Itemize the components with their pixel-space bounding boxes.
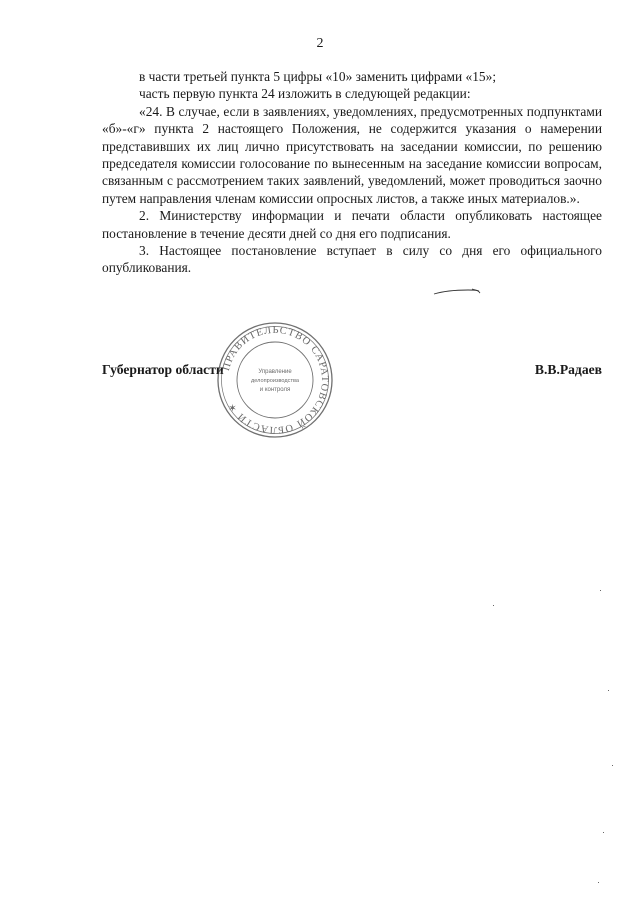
scan-speck <box>493 605 494 606</box>
scan-speck <box>600 590 601 591</box>
svg-text:делопроизводства: делопроизводства <box>250 378 300 384</box>
amendment-paragraph-3: «24. В случае, если в заявлениях, уведомлениях, предусмотренных подпунктами «б»-«г» пункта 2 настоящего Положения, не содержится указания о намерении представивших их лиц лично присутствовать на заседании комиссии, по решению председателя комиссии голосование по вынесенным на заседание комиссии вопросам, связанным с рассмотрением таких заявлений, уведомлений, может проводиться заочно путем направления членам комиссии опросных листов, а также иных материалов.». <box>102 103 602 206</box>
svg-text:Управление: Управление <box>258 369 292 375</box>
svg-text:ПРАВИТЕЛЬСТВО САРАТОВСКОЙ ОБЛА: ПРАВИТЕЛЬСТВО САРАТОВСКОЙ ОБЛАСТИ ✶ <box>220 324 331 436</box>
scan-speck <box>598 882 599 883</box>
publication-paragraph: 2. Министерству информации и печати области опубликовать настоящее постановление в течение десяти дней со дня его подписания. <box>102 208 602 241</box>
amendment-paragraph-2: часть первую пункта 24 изложить в следующей редакции: <box>139 86 471 102</box>
signature-flourish <box>432 287 482 297</box>
scan-speck <box>608 690 609 691</box>
scan-speck <box>603 832 604 833</box>
page-number: 2 <box>316 36 324 51</box>
document-body <box>102 68 602 277</box>
amendment-paragraph-1: в части третьей пункта 5 цифры «10» заменить цифрами «15»; <box>139 69 497 84</box>
effective-date-paragraph: 3. Настоящее постановление вступает в силу со дня его официального опубликования. <box>102 243 602 276</box>
svg-text:и контроля: и контроля <box>259 387 291 393</box>
official-stamp <box>215 320 335 440</box>
signatory-position: Губернатор области <box>102 362 224 377</box>
signatory-name: В.В.Радаев <box>534 362 602 377</box>
scan-speck <box>612 765 613 766</box>
